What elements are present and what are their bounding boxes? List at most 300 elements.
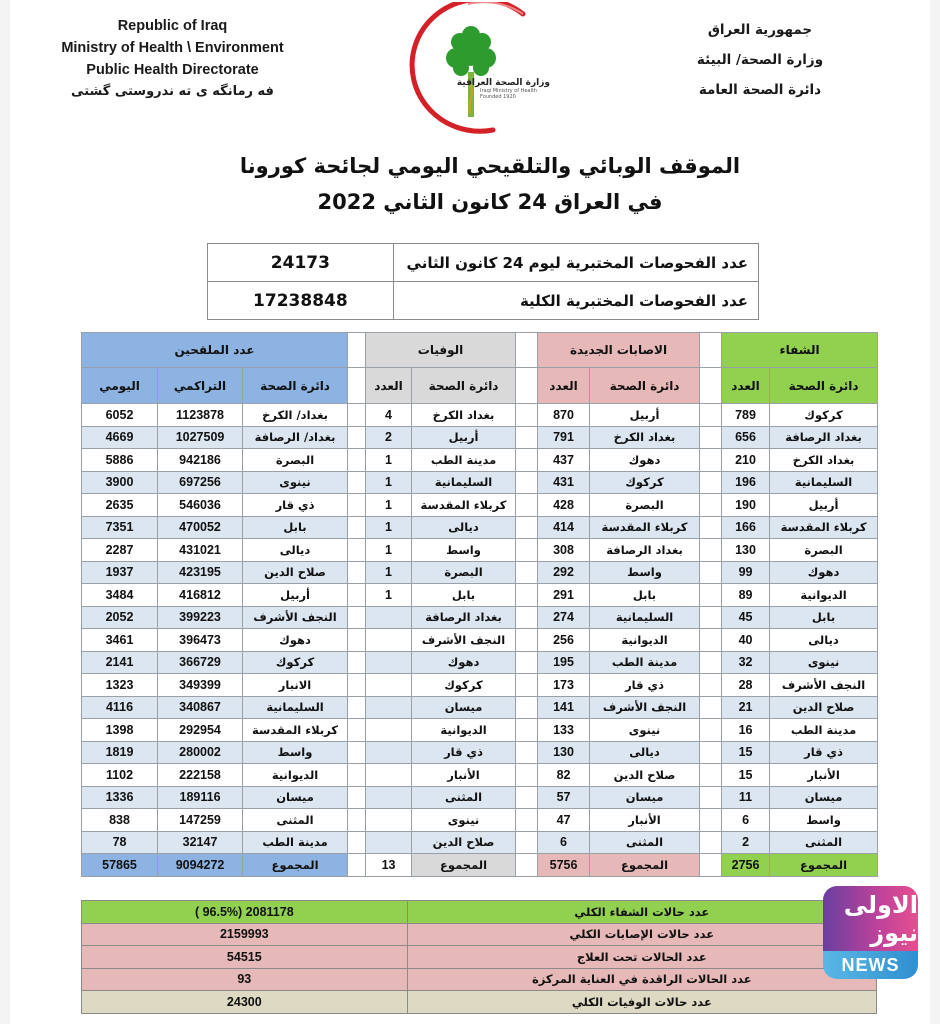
spacer (348, 629, 366, 652)
spacer (516, 539, 538, 562)
table-row (82, 831, 878, 854)
news-brand-logo-icon: الاولى نيوز (823, 886, 918, 951)
col-vac-cumulative: التراكمي (158, 368, 243, 404)
spacer (700, 719, 722, 742)
spacer (348, 651, 366, 674)
inf-count: 870 (538, 404, 590, 427)
spacer (516, 449, 538, 472)
spacer (516, 333, 538, 368)
inf-count: 195 (538, 651, 590, 674)
spacer (700, 741, 722, 764)
rec-count: 21 (722, 696, 770, 719)
summary-value: ( 96.5%) 2081178 (82, 901, 408, 924)
inf-directorate: أربيل (590, 404, 700, 427)
vac-cumulative: 349399 (158, 674, 243, 697)
vac-daily: 6052 (82, 404, 158, 427)
vac-daily: 3461 (82, 629, 158, 652)
header-ar-line: وزارة الصحة/ البيئة (696, 52, 824, 68)
inf-total-label: المجموع (590, 854, 700, 877)
vac-directorate: ميسان (243, 786, 348, 809)
tests-row-total (208, 282, 759, 320)
spacer (700, 539, 722, 562)
rec-total-value: 2756 (722, 854, 770, 877)
inf-total-value: 5756 (538, 854, 590, 877)
spacer (348, 786, 366, 809)
rec-count: 2 (722, 831, 770, 854)
dth-count (366, 629, 412, 652)
spacer (348, 449, 366, 472)
dth-count: 4 (366, 404, 412, 427)
lab-tests-table (207, 243, 759, 320)
col-inf-directorate: دائرة الصحة (590, 368, 700, 404)
vac-cumulative: 32147 (158, 831, 243, 854)
vac-daily: 4116 (82, 696, 158, 719)
vac-cumulative: 1123878 (158, 404, 243, 427)
spacer (348, 471, 366, 494)
inf-count: 173 (538, 674, 590, 697)
spacer (516, 854, 538, 877)
spacer (516, 404, 538, 427)
dth-count (366, 764, 412, 787)
inf-directorate: كربلاء المقدسة (590, 516, 700, 539)
vac-daily: 2141 (82, 651, 158, 674)
spacer (516, 629, 538, 652)
vac-cumulative: 546036 (158, 494, 243, 517)
group-infections-header: الاصابات الجديدة (538, 333, 700, 368)
summary-label: عدد حالات الشفاء الكلي (407, 901, 876, 924)
inf-directorate: دهوك (590, 449, 700, 472)
table-row (82, 696, 878, 719)
rec-directorate: صلاح الدين (770, 696, 878, 719)
inf-directorate: البصرة (590, 494, 700, 517)
table-row (82, 674, 878, 697)
vac-daily: 3484 (82, 584, 158, 607)
vac-cumulative: 697256 (158, 471, 243, 494)
spacer (348, 539, 366, 562)
col-dth-directorate: دائرة الصحة (412, 368, 516, 404)
dth-directorate: ميسان (412, 696, 516, 719)
spacer (516, 426, 538, 449)
rec-count: 45 (722, 606, 770, 629)
header-english (30, 15, 315, 103)
dth-directorate: كربلاء المقدسة (412, 494, 516, 517)
dth-directorate: الديوانية (412, 719, 516, 742)
logo-caption (456, 78, 550, 100)
dth-count (366, 719, 412, 742)
inf-count: 428 (538, 494, 590, 517)
vac-directorate: المثنى (243, 809, 348, 832)
header-ar-line: دائرة الصحة العامة (698, 82, 822, 98)
vac-daily: 2635 (82, 494, 158, 517)
rec-count: 89 (722, 584, 770, 607)
table-row (82, 539, 878, 562)
spacer (700, 561, 722, 584)
dth-count: 1 (366, 494, 412, 517)
table-row (82, 629, 878, 652)
spacer (348, 696, 366, 719)
spacer (516, 786, 538, 809)
inf-count: 82 (538, 764, 590, 787)
dth-count (366, 606, 412, 629)
vac-directorate: ذي قار (243, 494, 348, 517)
inf-directorate: ذي قار (590, 674, 700, 697)
rec-directorate: بغداد الرصافة (770, 426, 878, 449)
vac-cumulative: 431021 (158, 539, 243, 562)
inf-count: 292 (538, 561, 590, 584)
spacer (700, 786, 722, 809)
vac-directorate: أربيل (243, 584, 348, 607)
rec-directorate: واسط (770, 809, 878, 832)
summary-label: عدد الحالات الراقدة في العناية المركزة (407, 968, 876, 991)
spacer (348, 368, 366, 404)
spacer (516, 584, 538, 607)
spacer (516, 696, 538, 719)
inf-count: 130 (538, 741, 590, 764)
dth-total-label: المجموع (412, 854, 516, 877)
title-line-1: الموقف الوبائي والتلقيحي اليومي لجائحة كورونا (239, 154, 741, 178)
inf-count: 6 (538, 831, 590, 854)
spacer (700, 333, 722, 368)
spacer (700, 629, 722, 652)
vac-directorate: النجف الأشرف (243, 606, 348, 629)
summary-label: عدد حالات الوفيات الكلي (407, 991, 876, 1014)
header-arabic (680, 15, 840, 105)
rec-directorate: كربلاء المقدسة (770, 516, 878, 539)
dth-directorate: صلاح الدين (412, 831, 516, 854)
rec-directorate: النجف الأشرف (770, 674, 878, 697)
inf-count: 414 (538, 516, 590, 539)
inf-directorate: ديالى (590, 741, 700, 764)
dth-count: 1 (366, 561, 412, 584)
dth-count: 1 (366, 471, 412, 494)
vac-total-cumulative: 9094272 (158, 854, 243, 877)
summary-row-total-recovered (82, 901, 877, 924)
dth-directorate: البصرة (412, 561, 516, 584)
vac-directorate: الانبار (243, 674, 348, 697)
vac-cumulative: 280002 (158, 741, 243, 764)
vac-directorate: نينوى (243, 471, 348, 494)
spacer (348, 809, 366, 832)
inf-directorate: بغداد الكرخ (590, 426, 700, 449)
vac-daily: 7351 (82, 516, 158, 539)
inf-directorate: الديوانية (590, 629, 700, 652)
vac-total-daily: 57865 (82, 854, 158, 877)
bulletin-page (10, 0, 930, 1024)
table-row (82, 606, 878, 629)
news-watermark-badge (823, 886, 918, 979)
spacer (700, 494, 722, 517)
spacer (700, 854, 722, 877)
dth-directorate: مدينة الطب (412, 449, 516, 472)
title-line-2: في العراق 24 كانون الثاني 2022 (317, 190, 663, 214)
rec-directorate: السليمانية (770, 471, 878, 494)
vac-directorate: السليمانية (243, 696, 348, 719)
inf-directorate: الأنبار (590, 809, 700, 832)
col-rec-count: العدد (722, 368, 770, 404)
vac-cumulative: 292954 (158, 719, 243, 742)
vac-directorate: البصرة (243, 449, 348, 472)
spacer (700, 606, 722, 629)
spacer (516, 651, 538, 674)
vac-daily: 1937 (82, 561, 158, 584)
col-dth-count: العدد (366, 368, 412, 404)
table-row (82, 786, 878, 809)
header-ar-line: جمهورية العراق (707, 22, 813, 38)
dth-directorate: كركوك (412, 674, 516, 697)
dth-directorate: السليمانية (412, 471, 516, 494)
rec-directorate: كركوك (770, 404, 878, 427)
spacer (348, 333, 366, 368)
summary-value: 93 (82, 968, 408, 991)
vac-total-label: المجموع (243, 854, 348, 877)
spacer (700, 764, 722, 787)
page-title (210, 148, 770, 220)
rec-count: 789 (722, 404, 770, 427)
rec-directorate: دهوك (770, 561, 878, 584)
table-row (82, 561, 878, 584)
news-label: NEWS (823, 951, 918, 979)
rec-count: 196 (722, 471, 770, 494)
vac-directorate: ديالى (243, 539, 348, 562)
table-row (82, 426, 878, 449)
vac-cumulative: 396473 (158, 629, 243, 652)
spacer (516, 561, 538, 584)
group-header-row (82, 333, 878, 368)
rec-count: 16 (722, 719, 770, 742)
dth-count (366, 674, 412, 697)
header-en-line: Republic of Iraq (117, 18, 228, 34)
table-row (82, 764, 878, 787)
palm-tree-logo-icon (398, 2, 548, 137)
rec-directorate: ذي قار (770, 741, 878, 764)
tests-daily-label: عدد الفحوصات المختبرية ليوم 24 كانون الثاني (393, 244, 758, 282)
spacer (348, 674, 366, 697)
inf-count: 791 (538, 426, 590, 449)
table-row (82, 404, 878, 427)
vac-cumulative: 366729 (158, 651, 243, 674)
spacer (348, 719, 366, 742)
vac-directorate: بغداد/ الرصافة (243, 426, 348, 449)
table-row (82, 651, 878, 674)
rec-directorate: المثنى (770, 831, 878, 854)
vac-cumulative: 942186 (158, 449, 243, 472)
summary-row-total-deaths (82, 991, 877, 1014)
vac-directorate: مدينة الطب (243, 831, 348, 854)
header-kurdish-line: فه رمانگه ی ته ندروستی گشتی (71, 84, 274, 99)
rec-count: 15 (722, 764, 770, 787)
dth-directorate: بغداد الرصافة (412, 606, 516, 629)
vac-daily: 838 (82, 809, 158, 832)
inf-count: 308 (538, 539, 590, 562)
dth-directorate: المثنى (412, 786, 516, 809)
vac-directorate: واسط (243, 741, 348, 764)
header-en-line: Ministry of Health \ Environment (61, 40, 284, 56)
summary-row-icu (82, 968, 877, 991)
dth-count (366, 831, 412, 854)
rec-directorate: البصرة (770, 539, 878, 562)
logo-name-en: Iraqi Ministry of Health (480, 88, 538, 94)
rec-total-label: المجموع (770, 854, 878, 877)
rec-count: 28 (722, 674, 770, 697)
vac-directorate: كركوك (243, 651, 348, 674)
dth-count (366, 809, 412, 832)
spacer (516, 831, 538, 854)
regional-stats-table (81, 332, 878, 877)
totals-row (82, 854, 878, 877)
table-row (82, 449, 878, 472)
vac-daily: 3900 (82, 471, 158, 494)
dth-directorate: النجف الأشرف (412, 629, 516, 652)
spacer (516, 368, 538, 404)
col-rec-directorate: دائرة الصحة (770, 368, 878, 404)
vac-daily: 5886 (82, 449, 158, 472)
spacer (348, 854, 366, 877)
rec-directorate: بغداد الكرخ (770, 449, 878, 472)
rec-count: 6 (722, 809, 770, 832)
spacer (348, 426, 366, 449)
dth-count (366, 741, 412, 764)
spacer (516, 471, 538, 494)
inf-count: 437 (538, 449, 590, 472)
dth-count: 1 (366, 449, 412, 472)
rec-directorate: نينوى (770, 651, 878, 674)
rec-directorate: أربيل (770, 494, 878, 517)
rec-directorate: بابل (770, 606, 878, 629)
inf-count: 57 (538, 786, 590, 809)
dth-directorate: واسط (412, 539, 516, 562)
spacer (348, 584, 366, 607)
summary-value: 54515 (82, 946, 408, 969)
inf-directorate: السليمانية (590, 606, 700, 629)
vac-directorate: دهوك (243, 629, 348, 652)
rec-count: 166 (722, 516, 770, 539)
spacer (516, 741, 538, 764)
table-row (82, 719, 878, 742)
rec-count: 190 (722, 494, 770, 517)
vac-daily: 78 (82, 831, 158, 854)
spacer (516, 606, 538, 629)
spacer (516, 494, 538, 517)
spacer (348, 764, 366, 787)
inf-directorate: المثنى (590, 831, 700, 854)
summary-row-total-infections (82, 923, 877, 946)
rec-count: 15 (722, 741, 770, 764)
summary-row-under-treatment (82, 946, 877, 969)
col-vac-daily: اليومي (82, 368, 158, 404)
spacer (348, 494, 366, 517)
spacer (700, 449, 722, 472)
vac-cumulative: 423195 (158, 561, 243, 584)
rec-directorate: الديوانية (770, 584, 878, 607)
vac-cumulative: 416812 (158, 584, 243, 607)
inf-count: 291 (538, 584, 590, 607)
vac-cumulative: 470052 (158, 516, 243, 539)
rec-count: 40 (722, 629, 770, 652)
spacer (700, 696, 722, 719)
inf-count: 431 (538, 471, 590, 494)
dth-directorate: بغداد الكرخ (412, 404, 516, 427)
inf-count: 256 (538, 629, 590, 652)
inf-directorate: النجف الأشرف (590, 696, 700, 719)
group-vaccinated-header: عدد الملقحين (82, 333, 348, 368)
vac-daily: 1819 (82, 741, 158, 764)
vac-daily: 2052 (82, 606, 158, 629)
spacer (700, 404, 722, 427)
dth-count (366, 786, 412, 809)
vac-cumulative: 399223 (158, 606, 243, 629)
rec-count: 99 (722, 561, 770, 584)
vac-cumulative: 222158 (158, 764, 243, 787)
dth-count: 2 (366, 426, 412, 449)
spacer (348, 831, 366, 854)
summary-label: عدد حالات الإصابات الكلي (407, 923, 876, 946)
vac-daily: 4669 (82, 426, 158, 449)
tests-daily-value: 24173 (208, 244, 394, 282)
dth-directorate: الأنبار (412, 764, 516, 787)
spacer (700, 809, 722, 832)
inf-count: 47 (538, 809, 590, 832)
spacer (700, 584, 722, 607)
rec-count: 130 (722, 539, 770, 562)
table-row (82, 471, 878, 494)
table-row (82, 516, 878, 539)
spacer (516, 809, 538, 832)
tests-row-daily (208, 244, 759, 282)
vac-directorate: بابل (243, 516, 348, 539)
vac-daily: 1398 (82, 719, 158, 742)
logo-name-ar: وزارة الصحة العراقية (456, 78, 550, 88)
rec-directorate: الأنبار (770, 764, 878, 787)
table-row (82, 584, 878, 607)
inf-directorate: نينوى (590, 719, 700, 742)
vac-cumulative: 147259 (158, 809, 243, 832)
summary-value: 24300 (82, 991, 408, 1014)
col-vac-directorate: دائرة الصحة (243, 368, 348, 404)
dth-count (366, 696, 412, 719)
vac-cumulative: 340867 (158, 696, 243, 719)
column-header-row (82, 368, 878, 404)
inf-directorate: كركوك (590, 471, 700, 494)
national-summary-table (81, 900, 877, 1014)
inf-count: 274 (538, 606, 590, 629)
vac-directorate: الديوانية (243, 764, 348, 787)
dth-directorate: أربيل (412, 426, 516, 449)
header-en-line: Public Health Directorate (86, 62, 259, 78)
rec-count: 210 (722, 449, 770, 472)
vac-directorate: كربلاء المقدسة (243, 719, 348, 742)
spacer (348, 606, 366, 629)
logo-founded: Founded 1920 (480, 94, 516, 100)
rec-directorate: ميسان (770, 786, 878, 809)
tests-total-value: 17238848 (208, 282, 394, 320)
table-row (82, 809, 878, 832)
inf-directorate: ميسان (590, 786, 700, 809)
dth-count: 1 (366, 539, 412, 562)
spacer (516, 719, 538, 742)
table-row (82, 741, 878, 764)
inf-directorate: صلاح الدين (590, 764, 700, 787)
summary-value: 2159993 (82, 923, 408, 946)
spacer (516, 674, 538, 697)
spacer (700, 471, 722, 494)
dth-count: 1 (366, 584, 412, 607)
spacer (516, 516, 538, 539)
vac-directorate: صلاح الدين (243, 561, 348, 584)
rec-count: 32 (722, 651, 770, 674)
inf-count: 133 (538, 719, 590, 742)
dth-directorate: بابل (412, 584, 516, 607)
spacer (700, 674, 722, 697)
